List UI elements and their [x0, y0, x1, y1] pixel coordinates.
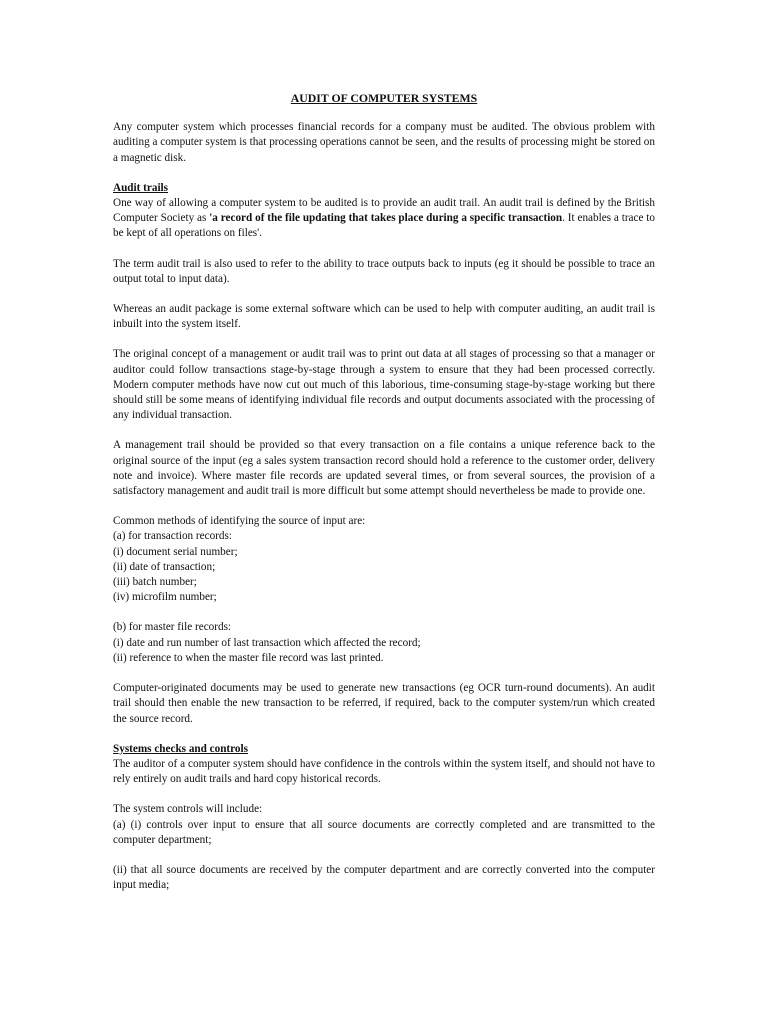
list-item: (i) document serial number; [113, 545, 238, 558]
definition-quote-bold: 'a record of the file updating that takes place during a specific transaction [209, 212, 563, 225]
list-item: (b) for master file records: [113, 621, 232, 634]
list-item: (ii) reference to when the master file record was last printed. [113, 651, 384, 664]
list-item: (i) date and run number of last transaction which affected the record; [113, 636, 421, 649]
audit-trail-paragraph-3: Whereas an audit package is some external software which can be used to help with computer auditing, an audit trail is inbuilt into the system itself. [113, 303, 655, 331]
section-heading-audit-trails: Audit trails [113, 181, 169, 194]
list-item: (ii) date of transaction; [113, 560, 216, 573]
systems-checks-paragraph-1: The auditor of a computer system should have confidence in the controls within the system itself, and should not have to rely entirely on audit trails and hard copy historical records. [113, 757, 655, 786]
methods-intro: Common methods of identifying the source of input are: [113, 515, 366, 528]
list-item: (iii) batch number; [113, 576, 197, 589]
methods-list-a [113, 529, 655, 605]
systems-checks-paragraph-2: The system controls will include: [113, 803, 263, 816]
intro-paragraph: Any computer system which processes financial records for a company must be audited. The obvious problem with auditing a computer system is that processing operations cannot be seen, and the results of processing might be stored on a magnetic disk. [113, 121, 655, 164]
definition-text-start: One way of allowing a computer system to be audited is to provide an audit trail. An audit trail is defined by the British Computer Society as [113, 197, 655, 225]
list-item: (a) for transaction records: [113, 530, 232, 543]
systems-checks-paragraph-3: (a) (i) controls over input to ensure that all source documents are correctly completed and are transmitted to the computer department; [113, 818, 655, 846]
audit-trail-definition-paragraph [113, 196, 655, 242]
audit-trail-paragraph-5: A management trail should be provided so that every transaction on a file contains a unique reference back to the original source of the input (eg a sales system transaction record should hold a reference to the customer order, delivery note and invoice). Where master file records are updated several times, or from several sources, the provision of a satisfactory management and audit trail is more difficult but some attempt should nevertheless be made to provide one. [113, 439, 655, 498]
systems-checks-paragraph-4: (ii) that all source documents are received by the computer department and are correctly converted into the computer input media; [113, 863, 655, 892]
list-item: (iv) microfilm number; [113, 591, 217, 604]
audit-trail-paragraph-6: Computer-originated documents may be used to generate new transactions (eg OCR turn-round documents). An audit trail should then enable the new transaction to be referred, if required, back to the computer system/run which created the source record. [113, 682, 655, 725]
definition-text-end: . It enables a trace to be kept of all operations on files'. [113, 212, 656, 240]
methods-list-b [113, 620, 655, 666]
audit-trail-paragraph-4: The original concept of a management or audit trail was to print out data at all stages of processing so that a manager or auditor could follow transactions stage-by-stage through a system to ensure that they had been processed correctly. Modern computer methods have now cut out much of this laborious, time-consuming stage-by-stage working but there should still be some means of identifying individual file records and output documents associated with the processing of any individual transaction. [113, 348, 655, 422]
audit-trail-paragraph-2: The term audit trail is also used to refer to the ability to trace outputs back to inputs (eg it should be possible to trace an output total to input data). [113, 257, 655, 285]
section-heading-systems-checks: Systems checks and controls [113, 742, 248, 755]
document-title: AUDIT OF COMPUTER SYSTEMS [290, 91, 478, 105]
